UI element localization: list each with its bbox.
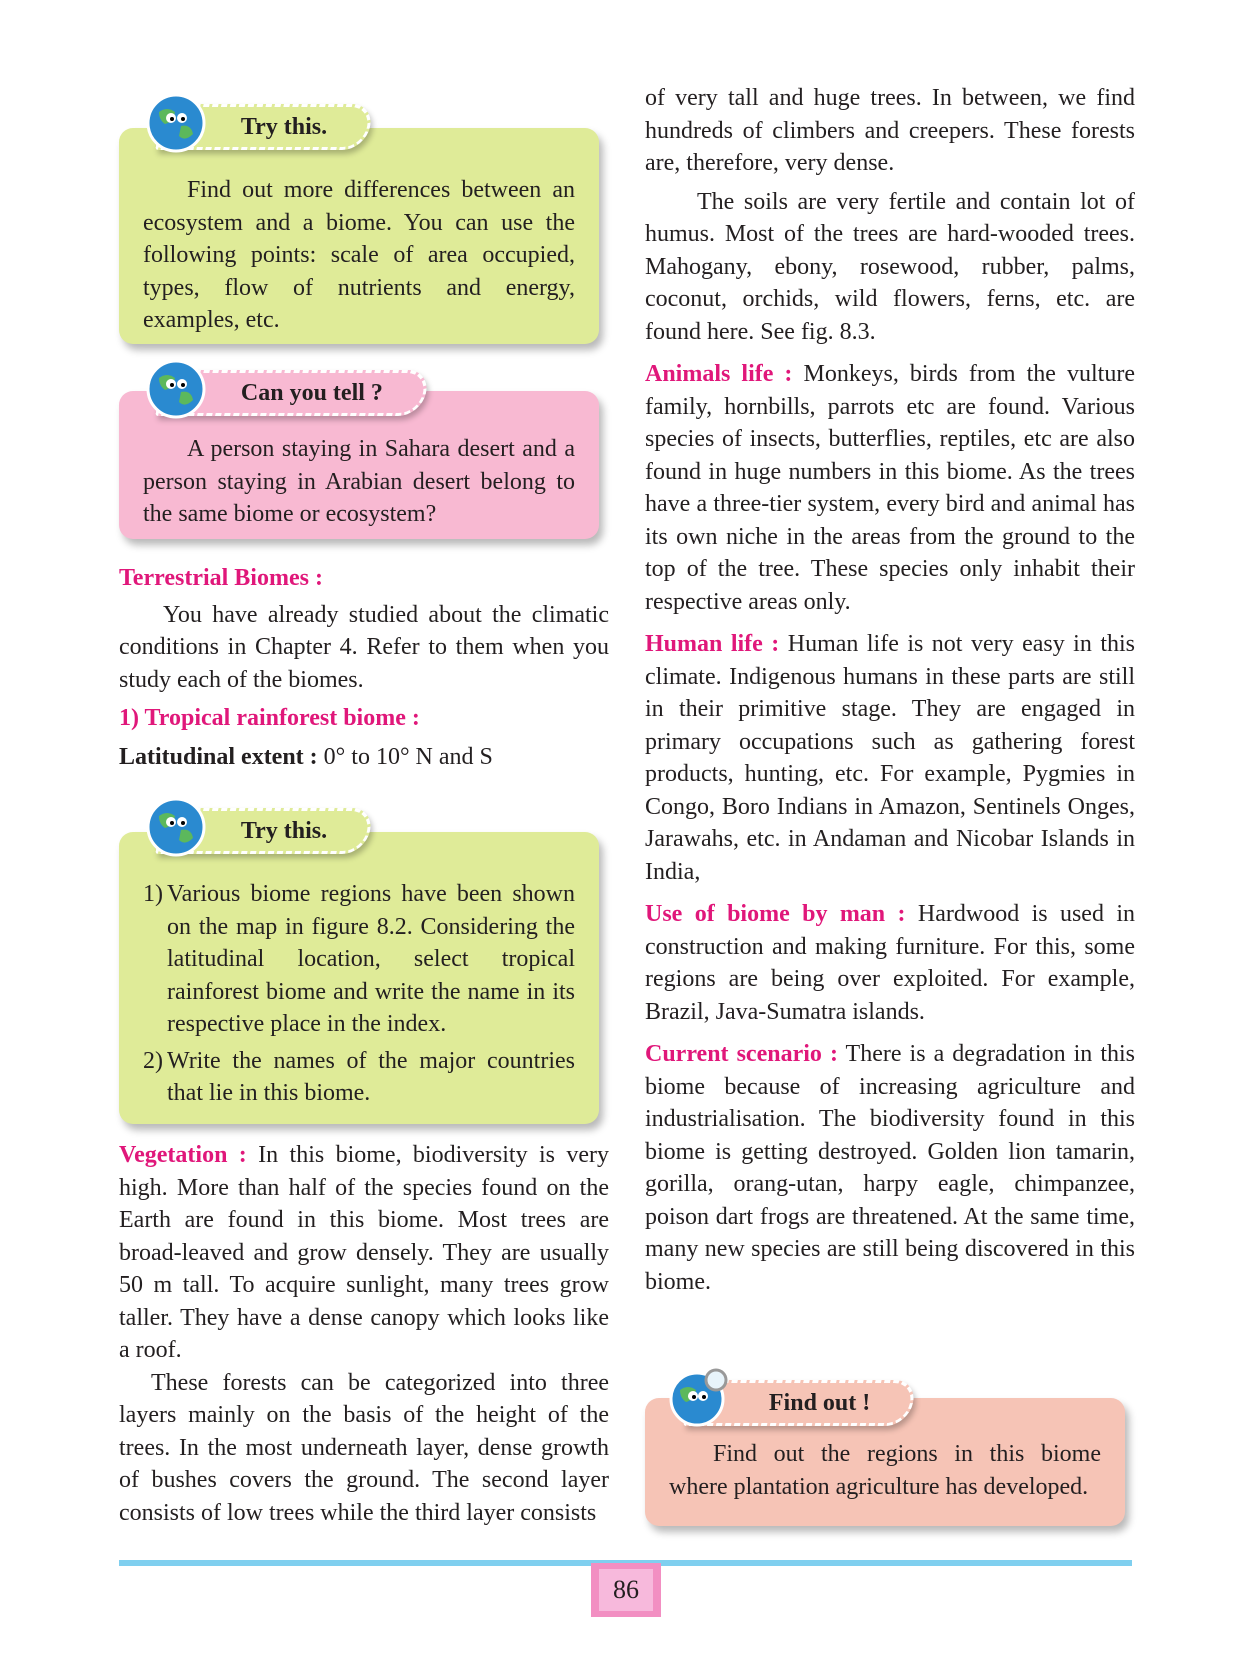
try-this-title-1: Try this. — [241, 113, 328, 140]
animals-label: Animals life : — [645, 361, 793, 387]
latitudinal-extent — [119, 741, 609, 774]
right-column — [645, 82, 1135, 1298]
item-text: Various biome regions have been shown on the map in figure 8.2. Considering the latitudinal location, select tropical rainforest biome and write the name in its respective place in the index. — [167, 881, 575, 1037]
can-you-tell-title: Can you tell ? — [241, 379, 384, 406]
try-this-text-1: Find out more differences between an ecosystem and a biome. You can use the following points: scale of area occupied, types, flow of nutrients and energy, examples, etc. — [143, 177, 575, 333]
find-out-text: Find out the regions in this biome where plantation agriculture has developed. — [669, 1441, 1101, 1500]
vegetation-text: In this biome, biodiversity is very high. More than half of the species found on the Earth are found in this biome. Most trees are broad-leaved and grow densely. They are usually 50 m tall. To acquire sunlight, many trees grow taller. They have a dense canopy which looks like a roof. — [119, 1142, 609, 1363]
try-this-item-1 — [143, 878, 575, 1041]
tropical-heading: 1) Tropical rainforest biome : — [119, 705, 420, 731]
use-label: Use of biome by man : — [645, 901, 906, 927]
globe-mascot-icon — [145, 358, 207, 420]
globe-mascot-icon — [145, 92, 207, 154]
animals-paragraph — [645, 358, 1135, 618]
try-this-title-2: Try this. — [241, 817, 328, 844]
vegetation-paragraph — [119, 1139, 609, 1367]
find-out-title: Find out ! — [769, 1389, 871, 1416]
can-you-tell-text: A person staying in Sahara desert and a person staying in Arabian desert belong to the same biome or ecosystem? — [143, 436, 575, 527]
current-text: There is a degradation in this biome because of increasing agriculture and industrialisation. The biodiversity found in this biome is getting destroyed. Golden lion tamarin, gorilla, orang-utan, harpy eagle, chimpanzee, poison dart frogs are threatened. At the same time, many new species are still being discovered in this biome. — [645, 1041, 1135, 1295]
page-number: 86 — [613, 1575, 639, 1604]
current-label: Current scenario : — [645, 1041, 838, 1067]
human-paragraph — [645, 628, 1135, 888]
page-number-box — [591, 1563, 661, 1617]
vegetation-section — [119, 1139, 609, 1529]
terrestrial-text: You have already studied about the climatic conditions in Chapter 4. Refer to them when you study each of the biomes. — [119, 601, 609, 693]
vegetation-continued: of very tall and huge trees. In between, we find hundreds of climbers and creepers. These forests are, therefore, very dense. — [645, 85, 1135, 176]
latitudinal-value: 0° to 10° N and S — [317, 743, 493, 770]
try-this-item-2 — [143, 1045, 575, 1110]
latitudinal-label: Latitudinal extent : — [119, 743, 318, 770]
terrestrial-heading: Terrestrial Biomes : — [119, 565, 323, 591]
terrestrial-section — [119, 562, 609, 773]
item-number: 1) — [143, 881, 163, 907]
layers-paragraph: These forests can be categorized into three layers mainly on the basis of the height of the trees. In the most underneath layer, dense growth of bushes covers the ground. The second layer consists of low trees while the third layer consists — [119, 1369, 609, 1526]
item-number: 2) — [143, 1047, 163, 1074]
use-paragraph — [645, 898, 1135, 1028]
current-paragraph — [645, 1038, 1135, 1298]
try-this-box-1 — [119, 128, 599, 344]
soils-paragraph: The soils are very fertile and contain lot of humus. Most of the trees are hard-wooded trees. Mahogany, ebony, rosewood, rubber, palms, coconut, orchids, wild flowers, ferns, etc. are found here. See fig. 8.3. — [645, 188, 1135, 345]
animals-text: Monkeys, birds from the vulture family, hornbills, parrots etc are found. Various species of insects, butterflies, reptiles, etc are also found in huge numbers in this biome. As the trees have a three-tier system, every bird and animal has its own niche in the areas from the ground to the top of the tree. These species only inhabit their respective areas only. — [645, 361, 1135, 615]
human-text: Human life is not very easy in this climate. Indigenous humans in these parts are still in their primitive stage. They are engaged in primary occupations such as gathering forest products, hunting, etc. For example, Pygmies in Congo, Boro Indians in Amazon, Sentinels Onges, Jarawahs, etc. in Andaman and Nicobar Islands in India, — [645, 631, 1135, 885]
globe-magnifier-icon — [668, 1366, 730, 1428]
use-text: Hardwood is used in construction and making furniture. For this, some regions are being over exploited. For example, Brazil, Java-Sumatra islands. — [645, 901, 1136, 1025]
globe-mascot-icon — [145, 796, 207, 858]
item-text: Write the names of the major countries that lie in this biome. — [167, 1047, 575, 1106]
human-label: Human life : — [645, 631, 780, 657]
vegetation-label: Vegetation : — [119, 1142, 247, 1168]
try-this-box-2 — [119, 832, 599, 1124]
